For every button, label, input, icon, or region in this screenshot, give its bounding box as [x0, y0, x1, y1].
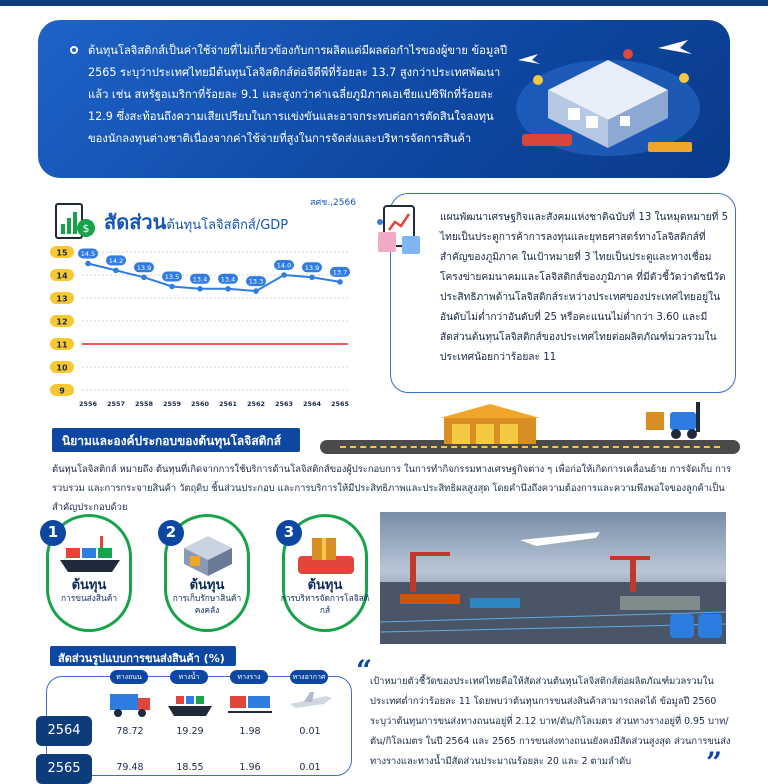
y-tick-label: 9	[59, 386, 65, 396]
card-transport-number: 1	[40, 520, 66, 546]
package-management-icon	[294, 532, 358, 578]
definition-text: ต้นทุนโลจิสติกส์ หมายถึง ต้นทุนที่เกิดจากการใช้บริการด้านโลจิสติกส์ของผู้ประกอบการ ในการทำกิจกรรมทางเศรษฐกิจต่าง ๆ เพื่อก่อให้เกิดการเคลื่อนย้าย การจัดเก็บ การรวบรวม และการกระจายสินค้า วัตถุดิบ ชิ้นส่วนประกอบ และการบริการให้มีประสิทธิภาพและประสิทธิผลสูงสุด โดยคำนึงถึงความต้องการและความพึงพอใจของลูกค้าเป็นสำคัญประกอบด้วย	[52, 464, 732, 513]
value-2565-road: 79.48	[116, 762, 144, 773]
chart-source: สศช.,2566	[310, 198, 356, 208]
card-inventory-title: ต้นทุน	[189, 578, 225, 593]
y-tick-label: 13	[56, 294, 68, 304]
chart-board-icon	[52, 202, 98, 242]
data-point	[141, 275, 147, 281]
y-tick-label: 12	[56, 317, 68, 327]
x-tick-label: 2557	[106, 400, 126, 408]
report-document-icon	[372, 202, 426, 260]
top-strip	[0, 0, 768, 6]
logistics-hub-illustration-icon	[508, 30, 708, 170]
data-point	[337, 279, 343, 285]
data-label: 13.7	[332, 268, 348, 277]
card-inventory-sub: การเก็บรักษาสินค้าคงคลัง	[172, 593, 242, 615]
data-label: 13.4	[220, 275, 236, 284]
data-point	[281, 272, 287, 278]
data-label: 13.5	[164, 273, 180, 281]
chart-title-sub: ต้นทุนโลจิสติกส์/GDP	[166, 218, 289, 233]
storage-warehouse-icon	[176, 532, 240, 578]
data-label: 14.2	[108, 256, 124, 265]
intro-text: ต้นทุนโลจิสติกส์เป็นค่าใช้จ่ายที่ไม่เกี่ยวข้องกับการผลิตแต่มีผลต่อกำไรของผู้ขาย ข้อมูลปี 2565 ระบุว่าประเทศไทยมีต้นทุนโลจิสติกส์ต่อจีดีพีที่ร้อยละ 13.7 สูงกว่าประเทศพัฒนาแล้ว เช่น สหรัฐอเมริกาที่ร้อยละ 9.1 และสูงกว่าค่าเฉลี่ยภูมิภาคเอเชียแปซิฟิกที่ร้อยละ 12.9 ซึ่งสะท้อนถึงความเสียเปรียบในการแข่งขันและอาจกระทบต่อการตัดสินใจลงทุนของนักลงทุนต่างชาติเนื่องจากค่าใช้จ่ายที่สูงในการจัดส่งและบริหารจัดการสินค้า	[88, 44, 508, 145]
header-air: ทางอากาศ	[290, 670, 328, 684]
card-transport-title: ต้นทุน	[71, 578, 107, 593]
x-tick-label: 2565	[330, 400, 350, 408]
warehouse-icon	[430, 400, 550, 446]
value-2564-rail: 1.98	[239, 726, 261, 737]
data-point	[225, 286, 231, 292]
card-management-number: 3	[276, 520, 302, 546]
x-tick-label: 2563	[274, 400, 294, 408]
year-2564: 2564	[36, 716, 92, 746]
train-badge-icon	[698, 614, 722, 638]
svg-text:$: $	[82, 222, 90, 235]
year-2565: 2565	[36, 754, 92, 784]
ship-icon	[166, 686, 214, 720]
y-tick-label: 14	[56, 271, 68, 281]
x-tick-label: 2559	[162, 400, 182, 408]
header-water: ทางน้ำ	[170, 670, 208, 684]
value-2565-air: 0.01	[299, 762, 321, 773]
data-point	[197, 286, 203, 292]
data-point	[85, 261, 91, 267]
gdp-ratio-line-chart	[44, 244, 364, 412]
card-management-title: ต้นทุน	[307, 578, 343, 593]
card-inventory-number: 2	[158, 520, 184, 546]
train-icon	[226, 686, 274, 720]
value-2564-water: 19.29	[176, 726, 204, 737]
quote-text: เป้าหมายตัวชี้วัดของประเทศไทยคือให้สัดส่วนต้นทุนโลจิสติกส์ต่อผลิตภัณฑ์มวลรวมในประเทศต่ำกว่าร้อยละ 11 โดยพบว่าต้นทุนการขนส่งสินค้าสามารถลดได้ ข้อมูลปี 2560 ระบุว่าต้นทุนการขนส่งทางถนนอยู่ที่ 2.12 บาท/ตัน/กิโลเมตร ส่วนทางรางอยู่ที่ 0.95 บาท/ตัน/กิโลเมตร ในปี 2564 และ 2565 การขนส่งทางถนนยังคงมีสัดส่วนสูงสุด ส่วนการขนส่งทางรางและทางน้ำมีสัดส่วนประมาณร้อยละ 20 และ 2 ตามลำดับ	[370, 676, 731, 767]
forklift-icon	[640, 398, 720, 442]
data-point	[113, 268, 119, 274]
x-tick-label: 2558	[134, 400, 154, 408]
plan-text: แผนพัฒนาเศรษฐกิจและสังคมแห่งชาติฉบับที่ 13 ในหมุดหมายที่ 5 ไทยเป็นประตูการค้าการลงทุนและยุทธศาสตร์ทางโลจิสติกส์ที่สำคัญของภูมิภาค ในเป้าหมายที่ 3 ไทยเป็นประตูและทางเชื่อมโครงข่ายคมนาคมและโลจิสติกส์ของภูมิภาค ที่มีตัวชี้วัดว่าดัชนีวัดประสิทธิภาพด้านโลจิสติกส์ระหว่างประเทศของประเทศไทยอยู่ในอันดับไม่ต่ำกว่าอันดับที่ 25 หรือคะแนนไม่ต่ำกว่า 3.60 และมีสัดส่วนต้นทุนโลจิสติกส์ของประเทศไทยต่อผลิตภัณฑ์มวลรวมในประเทศน้อยกว่าร้อยละ 11	[440, 212, 729, 363]
data-label: 13.9	[304, 263, 320, 272]
cargo-ship-icon	[58, 532, 122, 578]
data-label: 14.0	[276, 261, 292, 270]
quote-close-mark: ”	[706, 746, 723, 779]
value-2565-water: 18.55	[176, 762, 204, 773]
ship-badge-icon	[670, 614, 694, 638]
y-tick-label: 11	[56, 340, 68, 350]
road-lane-line	[340, 446, 720, 448]
transport-share-title: สัดส่วนรูปแบบการขนส่งสินค้า (%)	[50, 646, 236, 666]
header-road: ทางถนน	[110, 670, 148, 684]
data-point	[253, 288, 259, 294]
card-management-sub: การบริหารจัดการโลจิสติกส์	[280, 593, 370, 615]
y-tick-label: 10	[56, 363, 68, 373]
header-rail: ทางราง	[230, 670, 268, 684]
intro-bullet-icon	[70, 46, 78, 54]
value-2564-road: 78.72	[116, 726, 144, 737]
data-label: 14.5	[80, 250, 96, 258]
data-point	[309, 275, 315, 281]
x-tick-label: 2562	[246, 400, 266, 408]
data-label: 13.3	[248, 277, 264, 286]
data-label: 13.9	[136, 263, 152, 272]
x-tick-label: 2561	[218, 400, 238, 408]
y-tick-label: 15	[56, 248, 68, 258]
value-2564-air: 0.01	[299, 726, 321, 737]
chart-title-main: สัดส่วน	[104, 210, 167, 234]
chart-title	[104, 206, 288, 238]
plane-icon	[286, 686, 334, 720]
data-point	[169, 284, 175, 290]
truck-icon	[106, 686, 154, 720]
x-tick-label: 2564	[302, 400, 322, 408]
quote-open-mark: “	[356, 654, 373, 687]
x-tick-label: 2560	[190, 400, 210, 408]
definition-title: นิยามและองค์ประกอบของต้นทุนโลจิสติกส์	[52, 428, 300, 452]
card-transport-sub: การขนส่งสินค้า	[60, 593, 118, 603]
x-tick-label: 2556	[78, 400, 98, 408]
data-label: 13.4	[192, 275, 208, 284]
value-2565-rail: 1.96	[239, 762, 261, 773]
